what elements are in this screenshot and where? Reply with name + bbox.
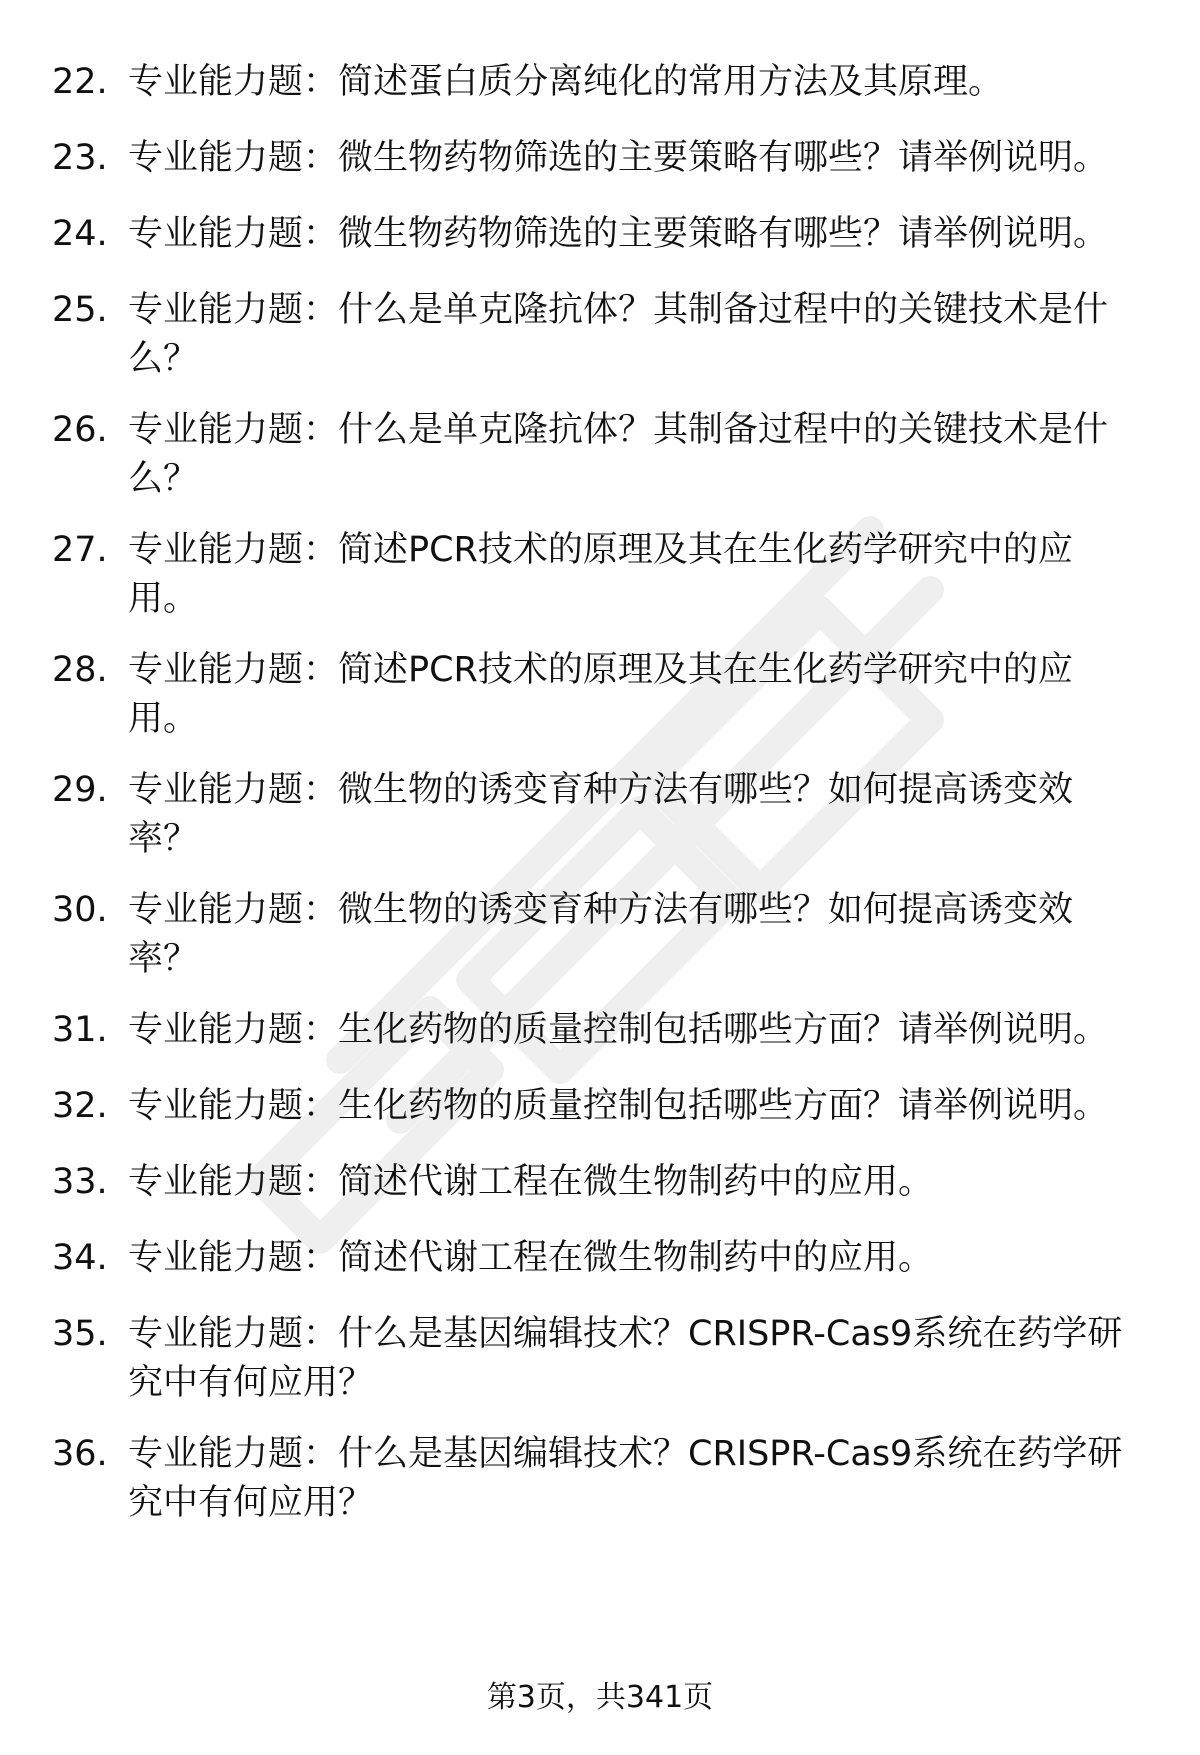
question-text: 专业能力题：微生物的诱变育种方法有哪些？如何提高诱变效率？ — [128, 770, 1074, 859]
question-text: 专业能力题：生化药物的质量控制包括哪些方面？请举例说明。 — [128, 1086, 1109, 1126]
question-text: 专业能力题：简述PCR技术的原理及其在生化药学研究中的应用。 — [128, 530, 1073, 619]
question-number: 27. — [52, 530, 108, 570]
question-text: 专业能力题：什么是基因编辑技术？CRISPR-Cas9系统在药学研究中有何应用？ — [128, 1314, 1123, 1403]
question-number: 32. — [52, 1086, 108, 1126]
question-text: 专业能力题：微生物的诱变育种方法有哪些？如何提高诱变效率？ — [128, 890, 1074, 979]
question-number: 25. — [52, 290, 108, 330]
page-number-footer: 第3页，共341页 — [486, 1680, 714, 1715]
question-number: 36. — [52, 1434, 108, 1474]
question-text: 专业能力题：简述PCR技术的原理及其在生化药学研究中的应用。 — [128, 650, 1073, 739]
question-text: 专业能力题：什么是单克隆抗体？其制备过程中的关键技术是什么？ — [128, 410, 1109, 499]
question-number: 33. — [52, 1162, 108, 1202]
question-number: 29. — [52, 770, 108, 810]
question-text: 专业能力题：简述蛋白质分离纯化的常用方法及其原理。 — [128, 62, 1004, 102]
question-text: 专业能力题：微生物药物筛选的主要策略有哪些？请举例说明。 — [128, 138, 1109, 178]
question-number: 26. — [52, 410, 108, 450]
question-text: 专业能力题：什么是基因编辑技术？CRISPR-Cas9系统在药学研究中有何应用？ — [128, 1434, 1123, 1523]
question-number: 31. — [52, 1010, 108, 1050]
question-number: 23. — [52, 138, 108, 178]
question-text: 专业能力题：微生物药物筛选的主要策略有哪些？请举例说明。 — [128, 214, 1109, 254]
question-number: 28. — [52, 650, 108, 690]
question-number: 34. — [52, 1238, 108, 1278]
question-number: 22. — [52, 62, 108, 102]
question-number: 30. — [52, 890, 108, 930]
question-text: 专业能力题：简述代谢工程在微生物制药中的应用。 — [128, 1162, 934, 1202]
question-text: 专业能力题：什么是单克隆抗体？其制备过程中的关键技术是什么？ — [128, 290, 1109, 379]
question-number: 35. — [52, 1314, 108, 1354]
question-text: 专业能力题：生化药物的质量控制包括哪些方面？请举例说明。 — [128, 1010, 1109, 1050]
question-text: 专业能力题：简述代谢工程在微生物制药中的应用。 — [128, 1238, 934, 1278]
question-number: 24. — [52, 214, 108, 254]
